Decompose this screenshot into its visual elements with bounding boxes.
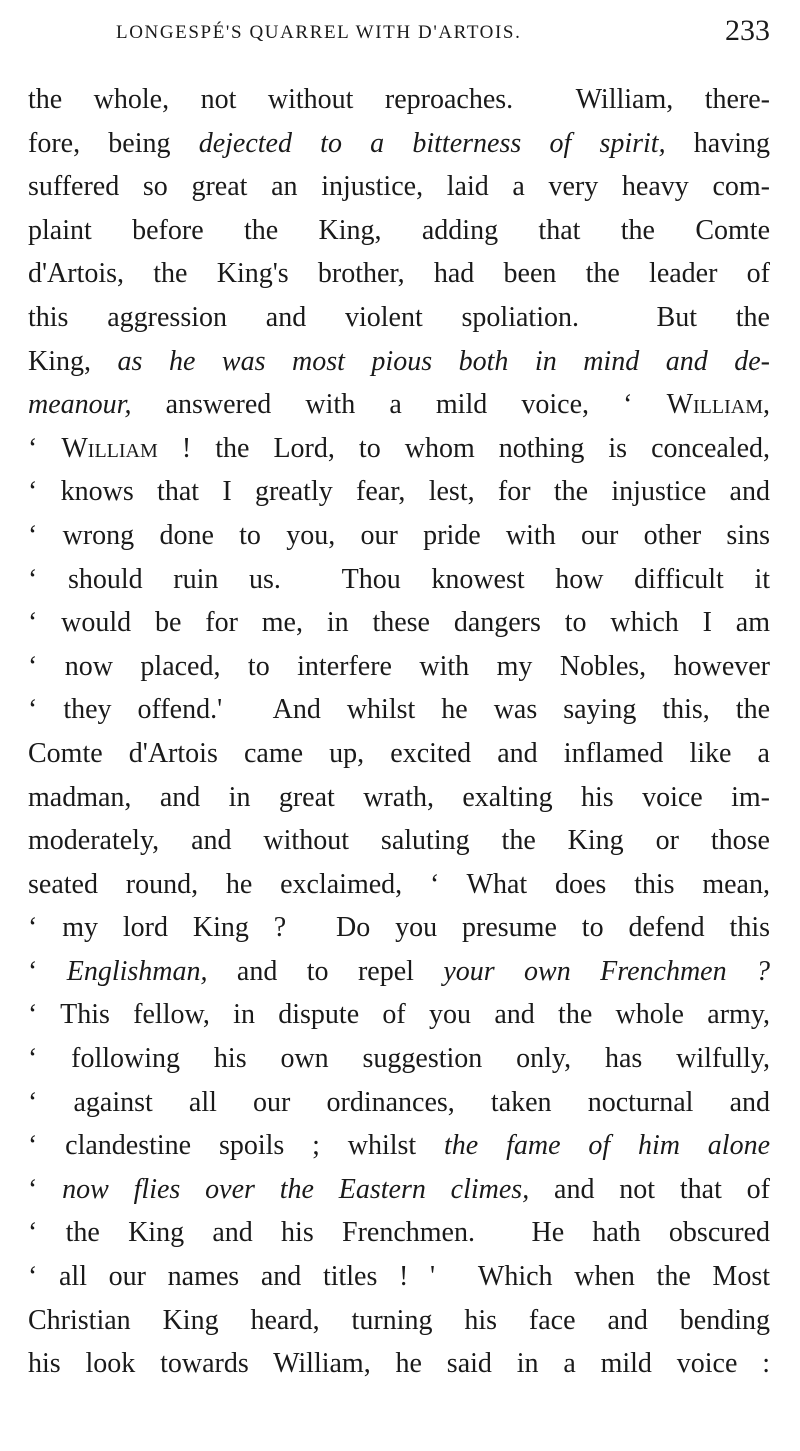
text-line (28, 1168, 770, 1212)
small-caps-text: William (61, 432, 158, 464)
text-segment: ‘ wrong done to you, our pride with our other sins (28, 519, 770, 551)
text-line (28, 601, 770, 645)
text-segment: d'Artois, the King's brother, had been the leader of (28, 258, 770, 290)
text-line (28, 122, 770, 166)
text-segment: answered with a mild voice, ‘ (131, 389, 667, 421)
text-line (28, 776, 770, 820)
text-segment: ‘ should ruin us. Thou knowest how difficult it (28, 563, 770, 595)
text-line (28, 1124, 770, 1168)
text-segment: ‘ against all our ordinances, taken nocturnal and (28, 1086, 770, 1118)
text-line (28, 427, 770, 471)
text-segment: ‘ my lord King ? Do you presume to defend this (28, 912, 770, 944)
text-line (28, 645, 770, 689)
italic-text: your own Frenchmen ? (443, 955, 770, 987)
text-line (28, 1211, 770, 1255)
running-head (28, 12, 770, 56)
text-segment: ‘ (28, 955, 67, 987)
text-segment: and not that of (529, 1173, 770, 1205)
text-line (28, 950, 770, 994)
text-segment: Comte d'Artois came up, excited and inflamed like a (28, 737, 770, 769)
text-line (28, 1037, 770, 1081)
text-segment: this aggression and violent spoliation. But the (28, 301, 770, 333)
text-line (28, 252, 770, 296)
text-segment: ‘ (28, 432, 62, 464)
text-segment: ‘ (28, 1173, 63, 1205)
text-segment: ‘ the King and his Frenchmen. He hath obscured (28, 1217, 770, 1249)
text-segment: ‘ all our names and titles ! ' Which when the Most (28, 1261, 770, 1293)
text-segment: having (665, 127, 770, 159)
italic-text: Englishman, (66, 955, 208, 987)
text-line (28, 470, 770, 514)
text-line (28, 1299, 770, 1343)
text-line (28, 688, 770, 732)
text-line (28, 1081, 770, 1125)
text-segment: ‘ now placed, to interfere with my Nobles, however (28, 650, 770, 682)
text-line (28, 558, 770, 602)
text-line (28, 383, 770, 427)
text-segment: ! the Lord, to whom nothing is concealed, (157, 432, 770, 464)
italic-text: meanour, (28, 389, 132, 421)
text-segment: King, (28, 345, 118, 377)
text-line (28, 514, 770, 558)
text-line (28, 209, 770, 253)
small-caps-text: William, (666, 389, 770, 421)
text-segment: and to repel (207, 955, 444, 987)
running-title: LONGESPÉ'S QUARREL WITH D'ARTOIS. (116, 22, 522, 43)
text-segment: moderately, and without saluting the King or those (28, 825, 770, 857)
text-line (28, 296, 770, 340)
text-segment: ‘ following his own suggestion only, has wilfully, (28, 1043, 770, 1075)
text-line (28, 1342, 770, 1386)
text-line (28, 906, 770, 950)
body-text (28, 78, 770, 1386)
text-line (28, 165, 770, 209)
text-segment: fore, being (28, 127, 199, 159)
text-segment: seated round, he exclaimed, ‘ What does this mean, (28, 868, 770, 900)
text-segment: ‘ This fellow, in dispute of you and the whole army, (28, 999, 770, 1031)
italic-text: now flies over the Eastern climes, (62, 1173, 530, 1205)
text-segment: ‘ clandestine spoils ; whilst (28, 1130, 445, 1162)
italic-text: the fame of him alone (444, 1130, 770, 1162)
text-segment: ‘ they offend.' And whilst he was saying this, the (28, 694, 770, 726)
text-line (28, 863, 770, 907)
text-line (28, 340, 770, 384)
text-line (28, 732, 770, 776)
text-segment: ‘ would be for me, in these dangers to which I am (28, 607, 770, 639)
text-segment: suffered so great an injustice, laid a very heavy com- (28, 171, 770, 203)
text-line (28, 78, 770, 122)
text-line (28, 1255, 770, 1299)
text-segment: ‘ knows that I greatly fear, lest, for the injustice and (28, 476, 770, 508)
text-segment: Christian King heard, turning his face and bending (28, 1304, 770, 1336)
text-segment: his look towards William, he said in a mild voice : (28, 1348, 770, 1380)
text-line (28, 993, 770, 1037)
text-segment: the whole, not without reproaches. William, there- (28, 84, 770, 115)
italic-text: as he was most pious both in mind and de- (117, 345, 770, 377)
italic-text: dejected to a bitterness of spirit, (198, 127, 666, 159)
text-line (28, 819, 770, 863)
text-segment: madman, and in great wrath, exalting his voice im- (28, 781, 770, 813)
text-segment: plaint before the King, adding that the Comte (28, 214, 770, 246)
page-number: 233 (725, 14, 770, 47)
